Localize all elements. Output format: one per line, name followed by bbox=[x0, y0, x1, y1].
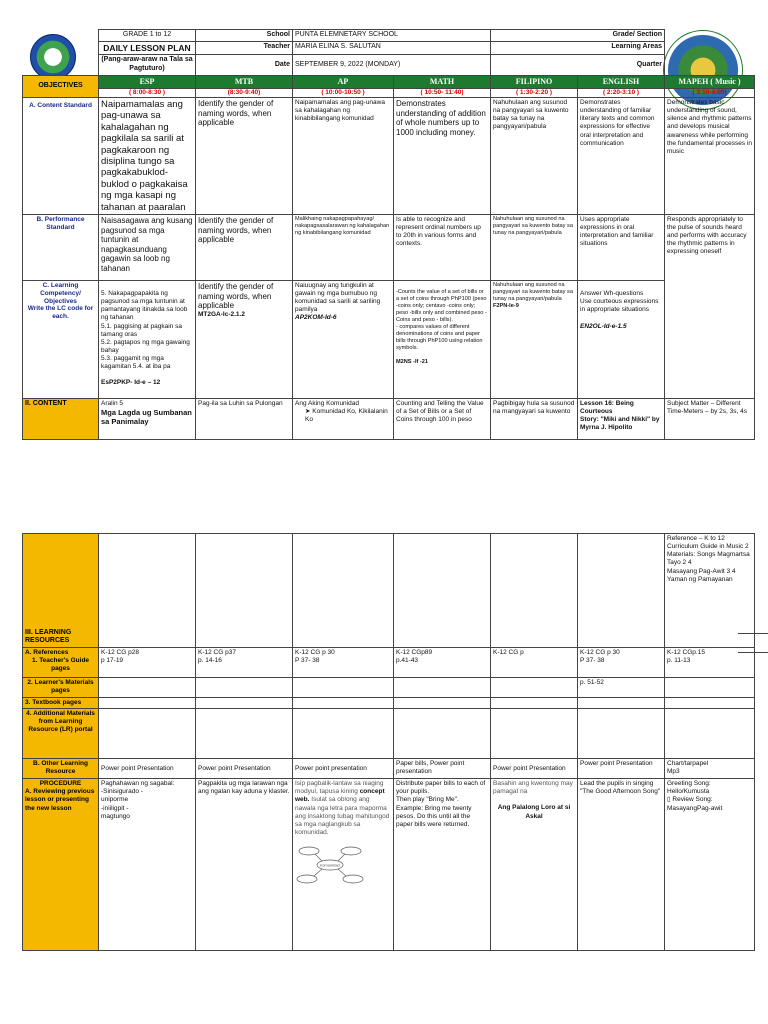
reviewing-ap-bold: concept web. bbox=[295, 788, 385, 804]
learners-materials-label: 2. Learner's Materials pages bbox=[23, 678, 99, 698]
textbook-mtb bbox=[196, 698, 293, 709]
references-cell bbox=[23, 648, 99, 678]
time-mtb: (8:30-9:40) bbox=[196, 88, 293, 97]
content-ap-title: Ang Aking Komunidad bbox=[295, 399, 359, 407]
reviewing-english: Lead the pupils in singing "The Good Afternoon Song" bbox=[578, 779, 665, 951]
content-standard-filipino: Nahuhulaan ang susunod na pangyayari sa kuwento batay sa tunay na pangyayari/pabula bbox=[491, 98, 578, 215]
content-standard-english: Demonstrates understanding of familiar literary texts and common expressions for effective oral interpretation and communication bbox=[578, 98, 665, 215]
resources-math bbox=[394, 534, 491, 648]
concept-web-node bbox=[343, 875, 363, 883]
subject-english: ENGLISH bbox=[578, 75, 665, 88]
teacher-label: Teacher bbox=[196, 41, 293, 55]
textbook-mapeh bbox=[665, 698, 755, 709]
competency-esp-text: 5. Nakapagpapakita ng pagsunod sa mga tuntunin at pamantayang itinakda sa loob ng tahanan 5.1. paggising at pagkain sa tamang oras 5.2. pagtapos ng mga gawaing bahay 5.3. paggamit ng mga kagamitan 5.4. at iba pa bbox=[101, 290, 190, 371]
other-resources-filipino: Power point Presentation bbox=[491, 759, 578, 779]
resources-english bbox=[578, 534, 665, 648]
concept-web-link bbox=[338, 854, 345, 861]
competency-filipino bbox=[491, 280, 578, 398]
content-esp-body: Mga Lagda ug Sumbanan sa Panimalay bbox=[101, 408, 192, 427]
procedure-label: PROCEDURE bbox=[39, 780, 82, 788]
competency-mtb-code: MT2GA-Ic-2.1.2 bbox=[198, 310, 245, 318]
performance-standard-esp: Naisasagawa ang kusang pagsunod sa mga tuntunin at napagkasunduang gagawin sa loob ng tahanan bbox=[99, 214, 196, 280]
additional-mtb bbox=[196, 709, 293, 759]
content-math: Counting and Telling the Value of a Set of Bills or a Set of Coins through 100 in peso bbox=[394, 398, 491, 439]
performance-standard-mtb: Identify the gender of naming words, when applicable bbox=[196, 214, 293, 280]
content-mtb: Pag-ila sa Luhin sa Pulongan bbox=[196, 398, 293, 439]
time-english: ( 2:20-3:10 ) bbox=[578, 88, 665, 97]
content-mapeh: Subject Matter – Different Time-Meters – by 2s, 3s, 4s bbox=[665, 398, 755, 439]
teachers-guide-filipino: K-12 CG p bbox=[491, 648, 578, 678]
quarter-label: Quarter bbox=[491, 55, 665, 76]
learners-english: p. 51-52 bbox=[578, 678, 665, 698]
learning-resources-label: III. LEARNING RESOURCES bbox=[25, 628, 72, 645]
competency-english bbox=[578, 280, 665, 398]
lesson-plan-table-bottom bbox=[22, 533, 755, 951]
content-esp bbox=[99, 398, 196, 439]
lesson-plan-table-top bbox=[22, 29, 755, 440]
subject-mtb: MTB bbox=[196, 75, 293, 88]
resources-esp bbox=[99, 534, 196, 648]
textbook-filipino bbox=[491, 698, 578, 709]
objectives-label: OBJECTIVES bbox=[23, 75, 99, 97]
time-esp: ( 8:00-8:30 ) bbox=[99, 88, 196, 97]
subject-filipino: FILIPINO bbox=[491, 75, 578, 88]
other-resources-label: B. Other Learning Resource bbox=[23, 759, 99, 779]
other-resources-math: Paper bills, Power point presentation bbox=[394, 759, 491, 779]
time-ap: ( 10:00-10:50 ) bbox=[293, 88, 394, 97]
content-label: II. CONTENT bbox=[23, 398, 99, 439]
resources-ap bbox=[293, 534, 394, 648]
other-resources-ap: Power point presentation bbox=[293, 759, 394, 779]
competency-english-code: EN2OL-Id-e-1.5 bbox=[580, 322, 627, 330]
competency-filipino-text: Nahuhulaan ang susunod na pangyayari sa kuwento batay sa tunay na pangyayari/pabula bbox=[493, 281, 573, 302]
learners-esp bbox=[99, 678, 196, 698]
learning-competency-cell bbox=[23, 280, 99, 398]
competency-mtb-text: Identify the gender of naming words, when applicable bbox=[198, 281, 274, 311]
learning-areas-label: Learning Areas bbox=[491, 41, 665, 55]
reviewing-ap-pre: Isip pagbalik-lantaw sa niaging modyul, tapusa kining bbox=[295, 780, 384, 796]
textbook-esp bbox=[99, 698, 196, 709]
content-standard-mtb: Identify the gender of naming words, when applicable bbox=[196, 98, 293, 215]
learning-competency-label: C. Learning Competency/ Objectives bbox=[40, 281, 81, 305]
learning-resources-cell bbox=[23, 534, 99, 648]
teachers-guide-english: K-12 CG p 30 P 37- 38 bbox=[578, 648, 665, 678]
concept-web-node bbox=[297, 875, 317, 883]
textbook-math bbox=[394, 698, 491, 709]
content-standard-label: A. Content Standard bbox=[23, 98, 99, 215]
reviewing-filipino bbox=[491, 779, 578, 951]
learners-mapeh bbox=[665, 678, 755, 698]
additional-ap bbox=[293, 709, 394, 759]
lesson-plan-page-1 bbox=[22, 29, 754, 440]
competency-filipino-code: F2PN-Ie-9 bbox=[493, 302, 519, 309]
performance-standard-mapeh: Responds appropriately to the pulse of sounds heard and performs with accuracy the rhythmic patterns in expressing oneself bbox=[665, 214, 755, 398]
learners-mtb bbox=[196, 678, 293, 698]
content-english-story: Story: "Miki and Nikki" by Myrna J. Hipolito bbox=[580, 416, 660, 432]
textbook-label: 3. Textbook pages bbox=[23, 698, 99, 709]
date-label: Date bbox=[196, 55, 293, 76]
performance-standard-ap: Malikhaing nakapagpapahayag/ nakapagsasalarawan ng kahalagahan ng kinabibilangang komunidad bbox=[293, 214, 394, 280]
additional-filipino bbox=[491, 709, 578, 759]
concept-web-node bbox=[341, 847, 361, 855]
subject-math: MATH bbox=[394, 75, 491, 88]
subject-ap: AP bbox=[293, 75, 394, 88]
competency-esp-code: EsP2PKP- Id-e – 12 bbox=[101, 379, 161, 387]
reviewing-ap-post: Isulat sa oblong ang nawala nga letra para maporma ang insaktong tubag mahitungod sa mga naglangkub sa komunidad. bbox=[295, 796, 390, 836]
content-english-title: Lesson 16: Being Courteous bbox=[580, 399, 634, 416]
competency-ap-code: AP2KOM-Id-6 bbox=[295, 314, 337, 322]
competency-math bbox=[394, 280, 491, 398]
grade-label: GRADE 1 to 12 bbox=[99, 30, 196, 42]
time-filipino: ( 1:30-2:20 ) bbox=[491, 88, 578, 97]
concept-web-link bbox=[338, 869, 346, 876]
performance-standard-filipino: Nahuhulaan ang susunod na pangyayari sa kuwento batay sa tunay na pangyayari/pabula bbox=[491, 214, 578, 280]
teachers-guide-ap: K-12 CG p 30 P 37- 38 bbox=[293, 648, 394, 678]
references-label: A. References bbox=[25, 649, 69, 656]
procedure-cell bbox=[23, 779, 99, 951]
grade-section-label: Grade/ Section bbox=[491, 30, 665, 42]
reviewing-mapeh: Greeting Song: Hello/Kumusta ▯ Review Song: MasayangPag-awit bbox=[665, 779, 755, 951]
reviewing-ap bbox=[293, 779, 394, 951]
arrow-bullet-icon: ➤ bbox=[305, 408, 313, 416]
learners-filipino bbox=[491, 678, 578, 698]
performance-standard-label: B. Performance Standard bbox=[23, 214, 99, 280]
additional-math bbox=[394, 709, 491, 759]
school-value: PUNTA ELEMNETARY SCHOOL bbox=[293, 30, 491, 42]
competency-esp bbox=[99, 280, 196, 398]
lesson-plan-page-2 bbox=[22, 533, 754, 951]
content-standard-math: Demonstrates understanding of addition of whole numbers up to 1000 including money. bbox=[394, 98, 491, 215]
teacher-value: MARIA ELINA S. SALUTAN bbox=[293, 41, 491, 55]
concept-web-diagram bbox=[295, 843, 365, 887]
teachers-guide-esp: K-12 CG p28 p 17-19 bbox=[99, 648, 196, 678]
content-ap-bullet-text: Komunidad Ko, Kikilalanin Ko bbox=[305, 408, 388, 424]
concept-web-center-label: komunidad bbox=[320, 862, 340, 868]
resources-mtb bbox=[196, 534, 293, 648]
date-value: SEPTEMBER 9, 2022 (MONDAY) bbox=[293, 55, 491, 76]
additional-materials-label: 4. Additional Materials from Learning Resource (LR) portal bbox=[23, 709, 99, 759]
competency-ap-text: Naiuugnay ang tungkulin at gawain ng mga bumubuo ng komunidad sa sarili at sariling pamilya bbox=[295, 281, 381, 314]
competency-mtb bbox=[196, 280, 293, 398]
margin-rule bbox=[738, 633, 768, 634]
teachers-guide-mapeh: K-12 CGp.15 p. 11-13 bbox=[665, 648, 755, 678]
other-resources-english: Power point Presentation bbox=[578, 759, 665, 779]
time-math: ( 10:50- 11:40) bbox=[394, 88, 491, 97]
plan-subtitle: (Pang-araw-araw na Tala sa Pagtuturo) bbox=[99, 55, 196, 76]
concept-web-node bbox=[299, 847, 319, 855]
teachers-guide-math: K-12 CGp89 p.41-43 bbox=[394, 648, 491, 678]
reviewing-label: A. Reviewing previous lesson or presenting the new lesson bbox=[25, 788, 95, 812]
content-standard-mapeh: Demonstrates basic understanding of sound, silence and rhythmic patterns and develops musical awareness while performing the fundamental processes in music bbox=[665, 98, 755, 215]
content-english bbox=[578, 398, 665, 439]
reviewing-math: Distribute paper bills to each of your pupils. Then play "Bring Me". Example: Bring me twenty pesos. Do this until all the paper bills were returned. bbox=[394, 779, 491, 951]
performance-standard-english: Uses appropriate expressions in oral interpretation and familiar situations bbox=[578, 214, 665, 280]
reviewing-filipino-title: Ang Palalong Loro at si Askal bbox=[497, 804, 571, 820]
mapeh-references: Reference – K to 12 Curriculum Guide in Music 2 Materials: Songs Magmartsa Tayo 2 4 Masayang Pag-Awit 3 4 Yaman ng Pamayanan bbox=[665, 534, 755, 648]
other-resources-mapeh: Chart/tarpapel Mp3 bbox=[665, 759, 755, 779]
additional-mapeh bbox=[665, 709, 755, 759]
performance-standard-math: Is able to recognize and represent ordinal numbers up to 20th in various forms and contexts. bbox=[394, 214, 491, 280]
resources-filipino bbox=[491, 534, 578, 648]
margin-rule bbox=[738, 652, 768, 653]
learners-math bbox=[394, 678, 491, 698]
concept-web-link bbox=[314, 869, 322, 876]
competency-english-text: Answer Wh-questions Use courteous expressions in appropriate situations bbox=[580, 290, 659, 314]
school-label: School bbox=[196, 30, 293, 42]
additional-esp bbox=[99, 709, 196, 759]
content-ap bbox=[293, 398, 394, 439]
learners-ap bbox=[293, 678, 394, 698]
textbook-ap bbox=[293, 698, 394, 709]
competency-math-text: -Counts the value of a set of bills or a set of coins through PhP100 (peso -coins only; centavo -coins only; peso -bills only and combined peso -Coins and peso - bills). - compares values of different denominations of coins and paper bills through PhP100 using relation symbols. bbox=[396, 288, 487, 351]
time-mapeh: ( 3:10-4:00) bbox=[665, 88, 755, 97]
content-standard-esp: Naipamamalas ang pag-unawa sa kahalagahan ng pagkilala sa sarili at pagkakaroon ng disiplina tungo sa pagkakabuklod-buklod o pagkakaisa ng mga kasapi ng tahanan at paaralan bbox=[99, 98, 196, 215]
subject-esp: ESP bbox=[99, 75, 196, 88]
content-standard-ap: Naipamamalas ang pag-unawa sa kahalagahan ng kinabibilangang komunidad bbox=[293, 98, 394, 215]
reviewing-mtb: Pagpakita ug mga larawan nga ang ngalan kay aduna y klaster. bbox=[196, 779, 293, 951]
teachers-guide-mtb: K-12 CG p37 p. 14-16 bbox=[196, 648, 293, 678]
plan-title: DAILY LESSON PLAN bbox=[99, 41, 196, 55]
content-filipino: Pagbibigay hula sa susunod na mangyayari sa kuwento bbox=[491, 398, 578, 439]
lc-code-note: Write the LC code for each. bbox=[27, 305, 94, 321]
reviewing-esp: Paghahawan ng sagabal: -Sinisigurado - uniporme -iniiligpit - magtungo bbox=[99, 779, 196, 951]
textbook-english bbox=[578, 698, 665, 709]
teachers-guide-label: 1. Teacher's Guide pages bbox=[31, 657, 90, 673]
seal-cell-right bbox=[665, 30, 755, 76]
other-resources-mtb: Power point Presentation bbox=[196, 759, 293, 779]
content-esp-title: Aralin 5 bbox=[101, 399, 124, 407]
other-resources-esp: Power point Presentation bbox=[99, 759, 196, 779]
seal-cell-left bbox=[23, 30, 99, 76]
concept-web-link bbox=[315, 854, 322, 861]
competency-math-code: M2NS -If -21 bbox=[396, 358, 429, 365]
reviewing-filipino-body: Basahin ang kwentong may pamagat na bbox=[493, 780, 573, 796]
additional-english bbox=[578, 709, 665, 759]
content-ap-bullet bbox=[295, 408, 391, 424]
subject-mapeh: MAPEH ( Music ) bbox=[665, 75, 755, 88]
competency-ap bbox=[293, 280, 394, 398]
